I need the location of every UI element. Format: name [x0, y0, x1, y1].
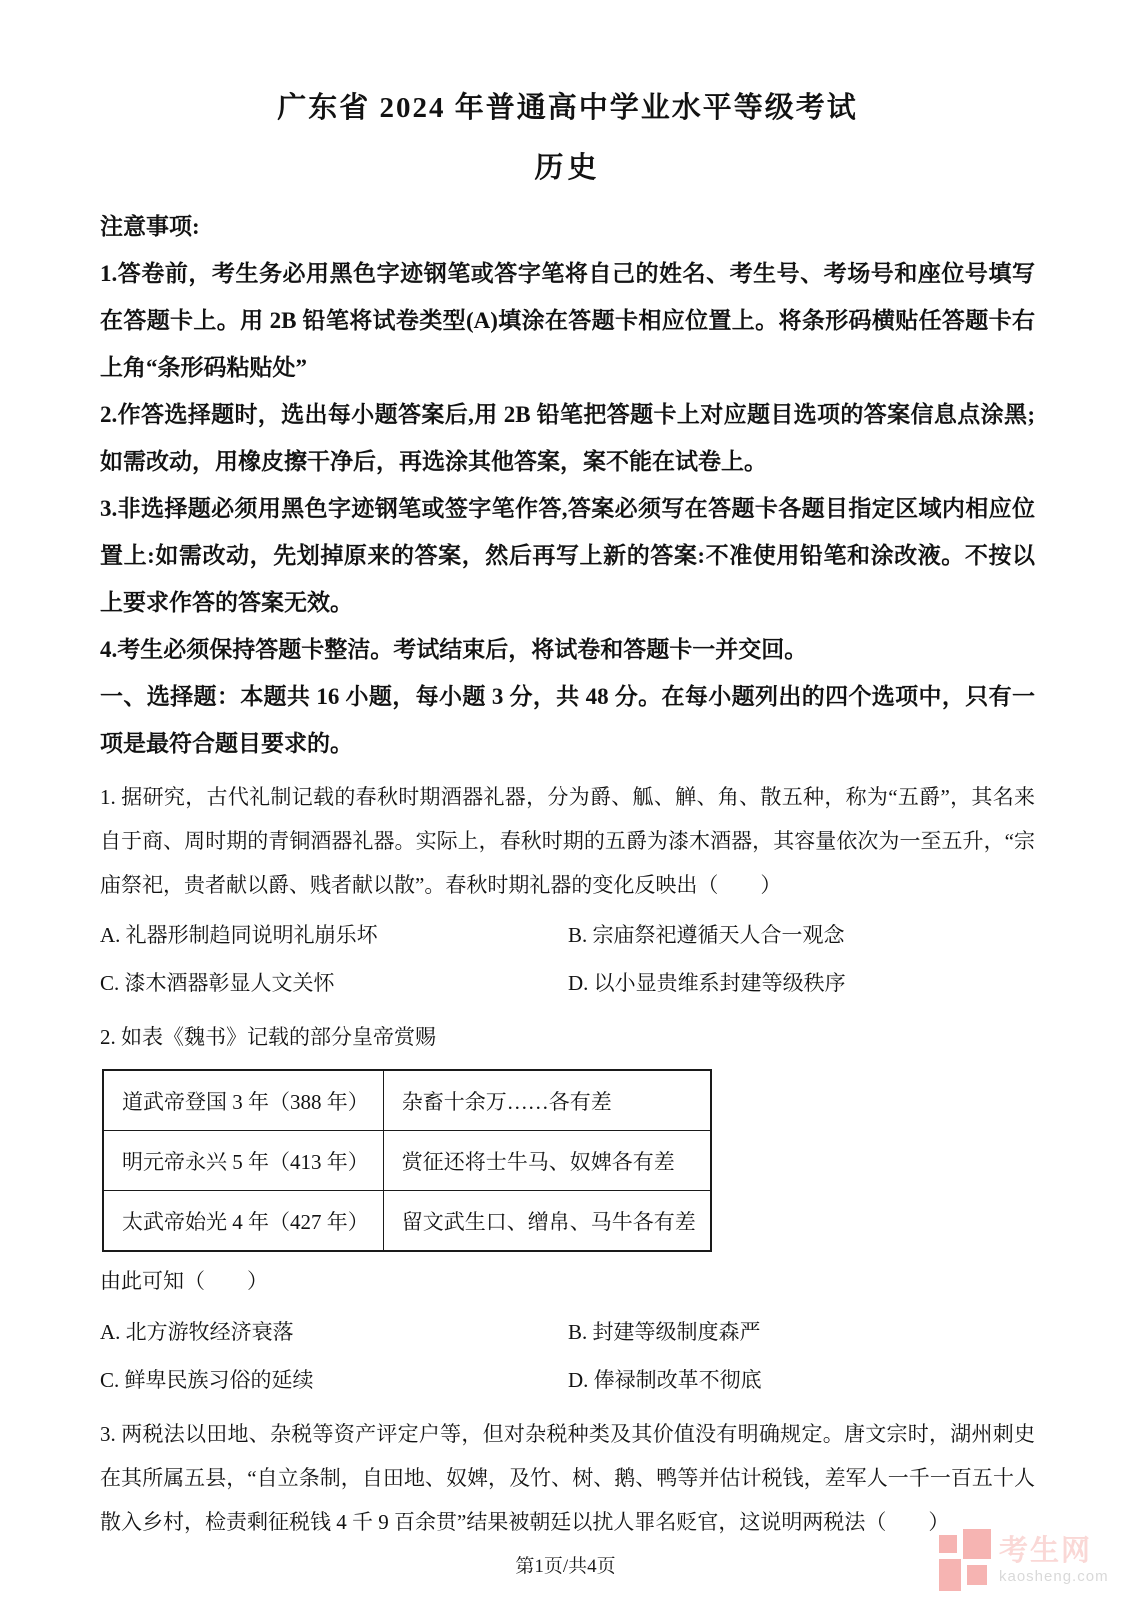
page-title: 广东省 2024 年普通高中学业水平等级考试 — [277, 92, 858, 124]
table-cell-reign: 道武帝登国 3 年（388 年） — [103, 1070, 383, 1131]
question-2-option-b: B. 封建等级制度森严 — [568, 1320, 761, 1344]
notice-item-4: 4.考生必须保持答题卡整洁。考试结束后，将试卷和答题卡一并交回。 — [100, 637, 808, 662]
table-cell-reign: 明元帝永兴 5 年（413 年） — [103, 1131, 383, 1191]
question-1-option-d: D. 以小显贵维系封建等级秩序 — [568, 971, 846, 995]
table-cell-reward: 留文武生口、缯帛、马牛各有差 — [383, 1191, 711, 1252]
notice-heading: 注意事项: — [100, 214, 200, 239]
notice-item-2: 2.作答选择题时，选出每小题答案后,用 2B 铅笔把答题卡上对应题目选项的答案信息点涂黑;如需改动，用橡皮擦干净后，再选涂其他答案，案不能在试卷上。 — [100, 402, 1035, 474]
subject-title: 历史 — [534, 152, 601, 184]
question-3-stem: 3. 两税法以田地、杂税等资产评定户等，但对杂税种类及其价值没有明确规定。唐文宗时，湖州刺史在其所属五县，“自立条制，自田地、奴婢，及竹、树、鹅、鸭等并估计税钱，差军人一千一百五十人散入乡村，检责剩征税钱 4 千 9 百余贯”结果被朝廷以扰人罪名贬官，这说明两税法（ ） — [100, 1422, 1035, 1534]
question-1-option-c: C. 漆木酒器彰显人文关怀 — [100, 971, 335, 995]
kaosheng-logo-icon — [939, 1529, 991, 1591]
notice-item-1: 1.答卷前，考生务必用黑色字迹钢笔或答字笔将自己的姓名、考生号、考场号和座位号填写在答题卡上。用 2B 铅笔将试卷类型(A)填涂在答题卡相应位置上。将条形码横贴任答题卡右上角“条形码粘贴处” — [100, 261, 1035, 380]
question-2-option-c: C. 鲜卑民族习俗的延续 — [100, 1368, 314, 1392]
reward-table — [102, 1069, 712, 1252]
kaosheng-watermark — [939, 1528, 1109, 1592]
question-1-option-a: A. 礼器形制趋同说明礼崩乐坏 — [100, 923, 378, 947]
table-row — [103, 1191, 711, 1252]
question-2-option-a: A. 北方游牧经济衰落 — [100, 1320, 294, 1344]
watermark-site-domain: kaosheng.com — [999, 1567, 1109, 1585]
table-row — [103, 1131, 711, 1191]
table-row — [103, 1070, 711, 1131]
question-2-stem: 2. 如表《魏书》记载的部分皇帝赏赐 — [100, 1025, 436, 1049]
question-2-followup: 由此可知（ ） — [100, 1269, 268, 1293]
question-1-option-b: B. 宗庙祭祀遵循天人合一观念 — [568, 923, 845, 947]
page-number: 第1页/共4页 — [515, 1556, 616, 1577]
section-heading: 一、选择题：本题共 16 小题，每小题 3 分，共 48 分。在每小题列出的四个选项中，只有一项是最符合题目要求的。 — [100, 684, 1035, 756]
question-2-options — [100, 1308, 1035, 1404]
kaosheng-watermark-text — [999, 1534, 1109, 1585]
notice-item-3: 3.非选择题必须用黑色字迹钢笔或签字笔作答,答案必须写在答题卡各题目指定区域内相应位置上:如需改动，先划掉原来的答案，然后再写上新的答案:不准使用铅笔和涂改液。不按以上要求作答的答案无效。 — [100, 496, 1035, 615]
question-2-option-d: D. 俸禄制改革不彻底 — [568, 1368, 762, 1392]
table-cell-reign: 太武帝始光 4 年（427 年） — [103, 1191, 383, 1252]
question-1-options — [100, 911, 1035, 1007]
table-cell-reward: 杂畜十余万……各有差 — [383, 1070, 711, 1131]
table-cell-reward: 赏征还将士牛马、奴婢各有差 — [383, 1131, 711, 1191]
watermark-site-name: 考生网 — [999, 1534, 1093, 1567]
question-1-stem: 1. 据研究，古代礼制记载的春秋时期酒器礼器，分为爵、觚、觯、角、散五种，称为“五爵”，其名来自于商、周时期的青铜酒器礼器。实际上，春秋时期的五爵为漆木酒器，其容量依次为一至五升，“宗庙祭祀，贵者献以爵、贱者献以散”。春秋时期礼器的变化反映出（ ） — [100, 785, 1035, 897]
